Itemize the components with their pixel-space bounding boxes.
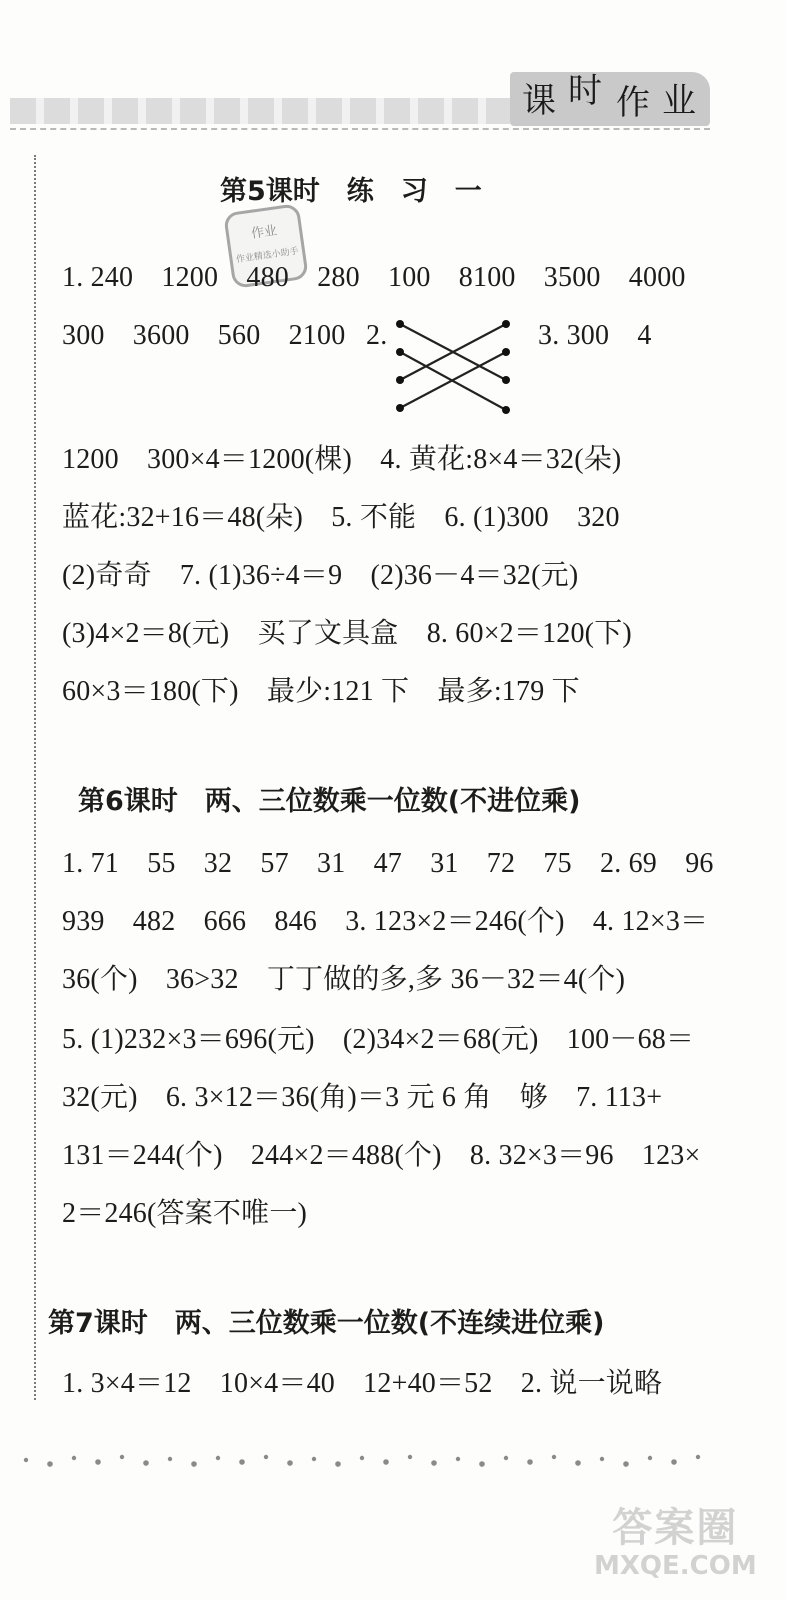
margin-line	[34, 155, 36, 1400]
header-tag-char: 课	[522, 81, 556, 121]
lesson5-title: 第5课时 练 习 一	[220, 176, 482, 207]
match-dot	[502, 376, 510, 384]
lesson5-line: 3. 300 4	[538, 320, 652, 351]
lesson7-line: 1. 3×4＝12 10×4＝40 12+40＝52 2. 说一说略	[62, 1368, 663, 1399]
lesson6-line: 131＝244(个) 244×2＝488(个) 8. 32×3＝96 123×	[62, 1140, 701, 1171]
header-tag-char: 业	[662, 81, 696, 121]
stamp-line2: 作业精选小助手	[235, 246, 300, 266]
lesson5-line: 1. 240 1200 480 280 100 8100 3500 4000	[62, 262, 686, 293]
watermark-line2: MXQE.COM	[594, 1551, 757, 1581]
match-dot	[502, 406, 510, 414]
lesson5-line: 300 3600 560 2100	[62, 320, 346, 351]
match-dot	[502, 320, 510, 328]
lesson6-line: 939 482 666 846 3. 123×2＝246(个) 4. 12×3＝	[62, 906, 709, 937]
header-tag-char: 时	[568, 71, 602, 111]
match-dot	[396, 348, 404, 356]
lesson7-title: 第7课时 两、三位数乘一位数(不连续进位乘)	[48, 1308, 605, 1339]
lesson6-title: 第6课时 两、三位数乘一位数(不进位乘)	[78, 786, 581, 817]
header-tag-char: 作	[616, 83, 650, 123]
watermark	[594, 1505, 757, 1581]
footer-dot-border	[20, 1448, 710, 1472]
lesson6-line: 5. (1)232×3＝696(元) (2)34×2＝68(元) 100－68＝	[62, 1024, 695, 1055]
lesson5-line: 蓝花:32+16＝48(朵) 5. 不能 6. (1)300 320	[62, 502, 620, 533]
header-divider	[10, 128, 710, 130]
lesson5-line: (2)奇奇 7. (1)36÷4＝9 (2)36－4＝32(元)	[62, 560, 579, 591]
match-dot	[396, 404, 404, 412]
header-tag	[510, 72, 710, 126]
lesson5-line: 1200 300×4＝1200(棵) 4. 黄花:8×4＝32(朵)	[62, 444, 622, 475]
matching-diagram	[388, 312, 518, 416]
lesson5-line: 60×3＝180(下) 最少:121 下 最多:179 下	[62, 676, 580, 707]
match-dot	[502, 348, 510, 356]
lesson6-line: 32(元) 6. 3×12＝36(角)＝3 元 6 角 够 7. 113+	[62, 1082, 663, 1113]
lesson6-line: 36(个) 36>32 丁丁做的多,多 36－32＝4(个)	[62, 964, 626, 995]
match-dot	[396, 320, 404, 328]
match-dot	[396, 376, 404, 384]
lesson6-line: 2＝246(答案不唯一)	[62, 1198, 308, 1229]
header-band	[10, 98, 510, 124]
lesson5-line: (3)4×2＝8(元) 买了文具盒 8. 60×2＝120(下)	[62, 618, 632, 649]
lesson6-line: 1. 71 55 32 57 31 47 31 72 75 2. 69 96	[62, 848, 714, 879]
lesson5-q2-label: 2.	[366, 320, 388, 351]
watermark-line1: 答案圈	[612, 1505, 739, 1551]
stamp-line1: 作业	[250, 223, 279, 242]
